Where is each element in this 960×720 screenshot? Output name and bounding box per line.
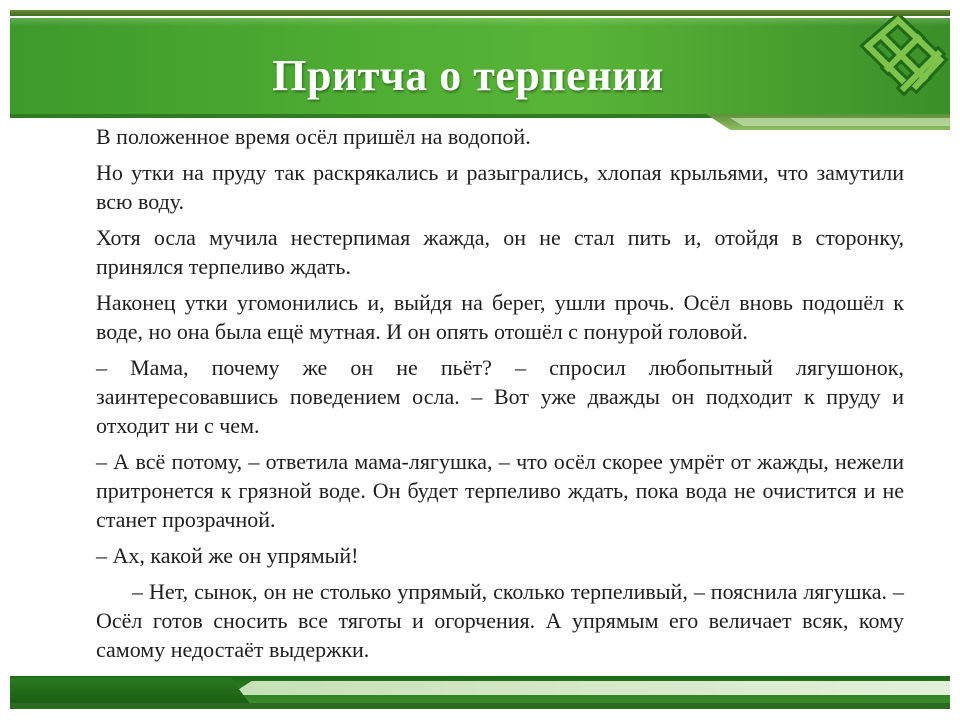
paragraph-2: Но утки на пруду так раскрякались и разыгрались, хлопая крыльями, что замутили всю воду. [96, 160, 904, 214]
paragraph-3: Хотя осла мучила нестерпимая жажда, он не стал пить и, отойдя в сторонку, принялся терпеливо ждать. [96, 225, 904, 279]
paragraph-1: В положенное время осёл пришёл на водопой. [96, 124, 531, 149]
green-interlaced-knot-icon [858, 16, 950, 98]
paragraph-5: – Мама, почему же он не пьёт? – спросил любопытный лягушонок, заинтересовавшись поведением осла. – Вот уже дважды он подходит к пруду и отходит ни с чем. [96, 355, 904, 438]
footer-dark-tab [10, 678, 250, 704]
paragraph-8: – Нет, сынок, он не столько упрямый, сколько терпеливый, – пояснила лягушка. – Осёл готов сносить все тяготы и огорчения. А упрямым его величает всяк, кому самому недостаёт выдержки. [96, 579, 904, 662]
footer-light-stripe [230, 681, 950, 695]
header-top-stripe [10, 10, 950, 16]
paragraph-4: Наконец утки угомонились и, выйдя на берег, ушли прочь. Осёл вновь подошёл к воде, но она была ещё мутная. И он опять отошёл с понурой головой. [96, 290, 904, 344]
footer-bottom-stripe [10, 703, 950, 709]
slide-title: Притча о терпении [272, 51, 664, 100]
paragraph-6: – А всё потому, – ответила мама-лягушка, – что осёл скорее умрёт от жажды, нежели притронется к грязной воде. Он будет терпеливо ждать, пока вода не очистится и не станет прозрачной. [96, 449, 904, 532]
paragraph-7: – Ах, какой же он упрямый! [96, 543, 359, 568]
parable-text [96, 122, 904, 664]
